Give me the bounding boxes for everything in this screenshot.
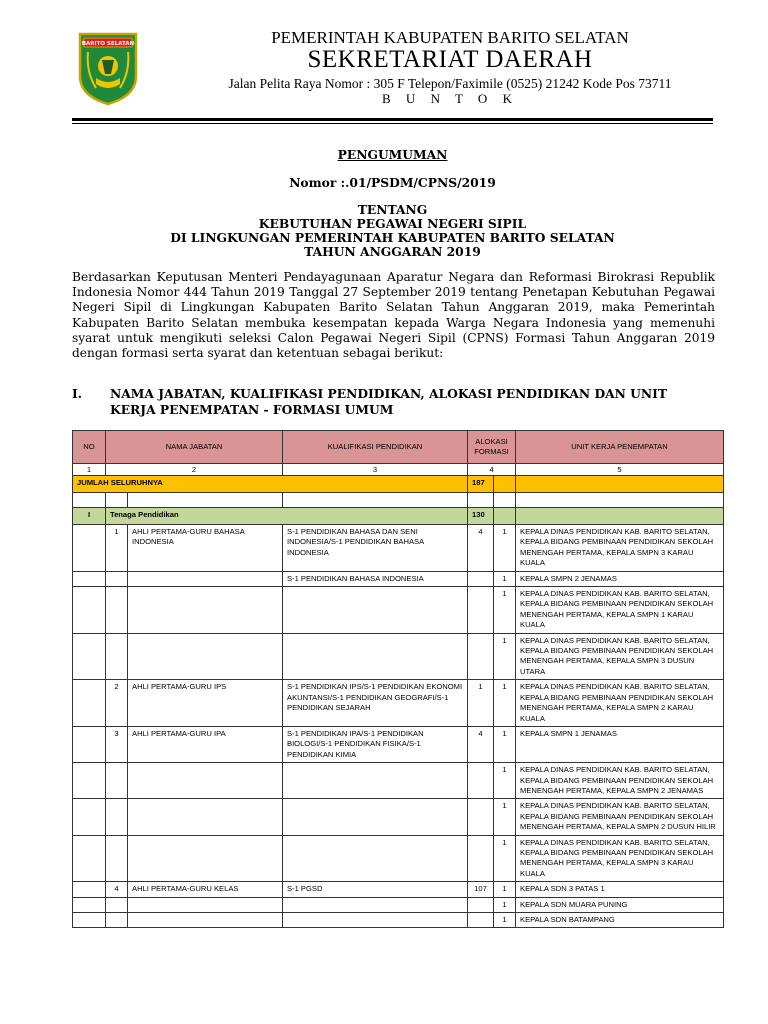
cell-no (106, 633, 128, 680)
cell-unit: KEPALA DINAS PENDIDIKAN KAB. BARITO SELATAN, KEPALA BIDANG PEMBINAAN PENDIDIKAN SEKOLAH MENENGAH PERTAMA, KEPALA SMPN 2 JENAMAS (516, 763, 724, 799)
cell-kualifikasi: S-1 PENDIDIKAN BAHASA INDONESIA (283, 571, 468, 586)
header-unit: UNIT KERJA PENEMPATAN (516, 431, 724, 464)
announcement-subject-3: TAHUN ANGGARAN 2019 (304, 244, 481, 259)
col-number: 2 (106, 464, 283, 476)
cell-no (106, 835, 128, 882)
cell-unit: KEPALA SMPN 1 JENAMAS (516, 726, 724, 762)
header-address: Jalan Pelita Raya Nomor : 305 F Telepon/Faximile (0525) 21242 Kode Pos 73711 (228, 76, 672, 91)
cell-empty (73, 913, 106, 928)
cell-jabatan (128, 633, 283, 680)
cell-qty: 1 (494, 525, 516, 572)
category-label: Tenaga Pendidikan (106, 508, 468, 525)
cell-qty: 1 (494, 835, 516, 882)
cell-jabatan (128, 799, 283, 835)
table-row (73, 897, 724, 912)
cell-alokasi: 4 (468, 525, 494, 572)
cell-unit: KEPALA DINAS PENDIDIKAN KAB. BARITO SELATAN, KEPALA BIDANG PEMBINAAN PENDIDIKAN SEKOLAH MENENGAH PERTAMA, KEPALA SMPN 2 DUSUN HILIR (516, 799, 724, 835)
cell-alokasi (468, 913, 494, 928)
cell-no (106, 571, 128, 586)
cell-jabatan (128, 835, 283, 882)
cell-jabatan: AHLI PERTAMA-GURU BAHASA INDONESIA (128, 525, 283, 572)
announcement-paragraph: Berdasarkan Keputusan Menteri Pendayagunaan Aparatur Negara dan Reformasi Birokrasi Republik Indonesia Nomor 444 Tahun 2019 Tanggal 27 September 2019 tentang Penetapan Kebutuhan Pegawai Negeri Sipil di Lingkungan Kabupaten Barito Selatan Tahun Anggaran 2019, maka Pemerintah Kabupaten Barito Selatan membuka kesempatan kepada Warga Negara Indonesia yang memenuhi syarat untuk mengikuti seleksi Calon Pegawai Negeri Sipil (CPNS) Formasi Tahun Anggaran 2019 dengan formasi serta syarat dan ketentuan sebagai berikut: (72, 270, 715, 361)
table-body (73, 525, 724, 928)
header-jabatan: NAMA JABATAN (106, 431, 283, 464)
emblem-text: BARITO SELATAN (81, 41, 135, 47)
cell-empty (73, 571, 106, 586)
header-no: NO (73, 431, 106, 464)
cell-no: 2 (106, 680, 128, 727)
cell-qty: 1 (494, 763, 516, 799)
cell-alokasi (468, 835, 494, 882)
cell-kualifikasi: S-1 PENDIDIKAN IPS/S-1 PENDIDIKAN EKONOMI AKUNTANSI/S-1 PENDIDIKAN GEOGRAFI/S-1 PENDIDIKAN SEJARAH (283, 680, 468, 727)
cell-qty: 1 (494, 882, 516, 897)
cell-empty (73, 835, 106, 882)
cell-alokasi (468, 587, 494, 634)
total-label: JUMLAH SELURUHNYA (73, 476, 468, 493)
table-header-row (73, 431, 724, 464)
cell-jabatan: AHLI PERTAMA-GURU IPA (128, 726, 283, 762)
table-row (73, 882, 724, 897)
table-row (73, 913, 724, 928)
cell-unit: KEPALA SMPN 2 JENAMAS (516, 571, 724, 586)
announcement-subject-2: DI LINGKUNGAN PEMERINTAH KABUPATEN BARITO SELATAN (170, 230, 615, 245)
table-row (73, 571, 724, 586)
cell-empty (73, 525, 106, 572)
section-title: NAMA JABATAN, KUALIFIKASI PENDIDIKAN, ALOKASI PENDIDIKAN DAN UNIT KERJA PENEMPATAN - FORMASI UMUM (110, 386, 668, 417)
column-number-row (73, 464, 724, 476)
category-row (73, 508, 724, 525)
cell-qty: 1 (494, 680, 516, 727)
table-row (73, 633, 724, 680)
cell-kualifikasi: S-1 PGSD (283, 882, 468, 897)
cell-alokasi (468, 897, 494, 912)
formation-table (72, 430, 724, 928)
cell-alokasi (468, 763, 494, 799)
cell-kualifikasi (283, 913, 468, 928)
cell-no: 4 (106, 882, 128, 897)
announcement-number: Nomor :.01/PSDM/CPNS/2019 (289, 175, 496, 190)
cell-kualifikasi (283, 897, 468, 912)
cell-jabatan (128, 913, 283, 928)
cell-unit: KEPALA SDN MUARA PUNING (516, 897, 724, 912)
cell-alokasi: 4 (468, 726, 494, 762)
cell-alokasi: 1 (468, 680, 494, 727)
cell-kualifikasi (283, 587, 468, 634)
cell-unit: KEPALA DINAS PENDIDIKAN KAB. BARITO SELATAN, KEPALA BIDANG PEMBINAAN PENDIDIKAN SEKOLAH MENENGAH PERTAMA, KEPALA SMPN 3 KARAU KUALA (516, 835, 724, 882)
cell-no (106, 763, 128, 799)
table-row (73, 587, 724, 634)
section-number: I. (72, 386, 83, 401)
cell-empty (73, 799, 106, 835)
cell-empty (73, 726, 106, 762)
table-row (73, 763, 724, 799)
cell-kualifikasi (283, 835, 468, 882)
cell-kualifikasi (283, 633, 468, 680)
total-value: 187 (468, 476, 494, 493)
cell-alokasi: 107 (468, 882, 494, 897)
cell-no: 3 (106, 726, 128, 762)
cell-jabatan: AHLI PERTAMA-GURU IPS (128, 680, 283, 727)
cell-unit: KEPALA DINAS PENDIDIKAN KAB. BARITO SELATAN, KEPALA BIDANG PEMBINAAN PENDIDIKAN SEKOLAH MENENGAH PERTAMA, KEPALA SMPN 1 KARAU KUALA (516, 587, 724, 634)
cell-empty (73, 882, 106, 897)
cell-no (106, 897, 128, 912)
cell-no (106, 587, 128, 634)
cell-unit: KEPALA SDN 3 PATAS 1 (516, 882, 724, 897)
barito-selatan-emblem (76, 30, 140, 106)
cell-qty: 1 (494, 587, 516, 634)
table-row (73, 525, 724, 572)
table-row (73, 799, 724, 835)
cell-jabatan (128, 763, 283, 799)
cell-kualifikasi: S-1 PENDIDIKAN IPA/S-1 PENDIDIKAN BIOLOGI/S-1 PENDIDIKAN FISIKA/S-1 PENDIDIKAN KIMIA (283, 726, 468, 762)
cell-empty (73, 633, 106, 680)
cell-jabatan (128, 587, 283, 634)
total-row (73, 476, 724, 493)
cell-unit: KEPALA DINAS PENDIDIKAN KAB. BARITO SELATAN, KEPALA BIDANG PEMBINAAN PENDIDIKAN SEKOLAH MENENGAH PERTAMA, KEPALA SMPN 3 KARAU KUALA (516, 525, 724, 572)
cell-jabatan: AHLI PERTAMA-GURU KELAS (128, 882, 283, 897)
cell-alokasi (468, 633, 494, 680)
col-number: 5 (516, 464, 724, 476)
announcement-subject-1: KEBUTUHAN PEGAWAI NEGERI SIPIL (258, 216, 527, 231)
category-no: I (73, 508, 106, 525)
spacer-row (73, 493, 724, 508)
cell-kualifikasi (283, 799, 468, 835)
cell-unit: KEPALA SDN BATAMPANG (516, 913, 724, 928)
cell-kualifikasi: S-1 PENDIDIKAN BAHASA DAN SENI INDONESIA/S-1 PENDIDIKAN BAHASA INDONESIA (283, 525, 468, 572)
cell-empty (73, 763, 106, 799)
table-row (73, 835, 724, 882)
cell-empty (73, 897, 106, 912)
cell-unit: KEPALA DINAS PENDIDIKAN KAB. BARITO SELATAN, KEPALA BIDANG PEMBINAAN PENDIDIKAN SEKOLAH MENENGAH PERTAMA, KEPALA SMPN 2 KARAU KUALA (516, 680, 724, 727)
col-number: 1 (73, 464, 106, 476)
cell-qty: 1 (494, 913, 516, 928)
cell-qty: 1 (494, 726, 516, 762)
header-city: B U N T O K (382, 91, 518, 106)
cell-jabatan (128, 897, 283, 912)
cell-qty: 1 (494, 633, 516, 680)
announcement-title: PENGUMUMAN (337, 147, 448, 162)
cell-no (106, 913, 128, 928)
cell-alokasi (468, 799, 494, 835)
cell-no (106, 799, 128, 835)
header-secretariat: SEKRETARIAT DAERAH (307, 46, 593, 73)
category-value: 130 (468, 508, 494, 525)
header-government: PEMERINTAH KABUPATEN BARITO SELATAN (271, 28, 629, 47)
announcement-about: TENTANG (357, 202, 428, 217)
cell-unit: KEPALA DINAS PENDIDIKAN KAB. BARITO SELATAN, KEPALA BIDANG PEMBINAAN PENDIDIKAN SEKOLAH MENENGAH PERTAMA, KEPALA SMPN 3 DUSUN UTARA (516, 633, 724, 680)
cell-qty: 1 (494, 897, 516, 912)
col-number: 3 (283, 464, 468, 476)
cell-jabatan (128, 571, 283, 586)
cell-empty (73, 587, 106, 634)
header-rule-thin (72, 123, 713, 124)
header-rule-thick (72, 118, 713, 121)
table-row (73, 680, 724, 727)
cell-alokasi (468, 571, 494, 586)
cell-empty (73, 680, 106, 727)
cell-qty: 1 (494, 571, 516, 586)
cell-no: 1 (106, 525, 128, 572)
header-kualifikasi: KUALIFIKASI PENDIDIKAN (283, 431, 468, 464)
header-alokasi: ALOKASI FORMASI (468, 431, 516, 464)
col-number: 4 (468, 464, 516, 476)
cell-kualifikasi (283, 763, 468, 799)
table-row (73, 726, 724, 762)
cell-qty: 1 (494, 799, 516, 835)
